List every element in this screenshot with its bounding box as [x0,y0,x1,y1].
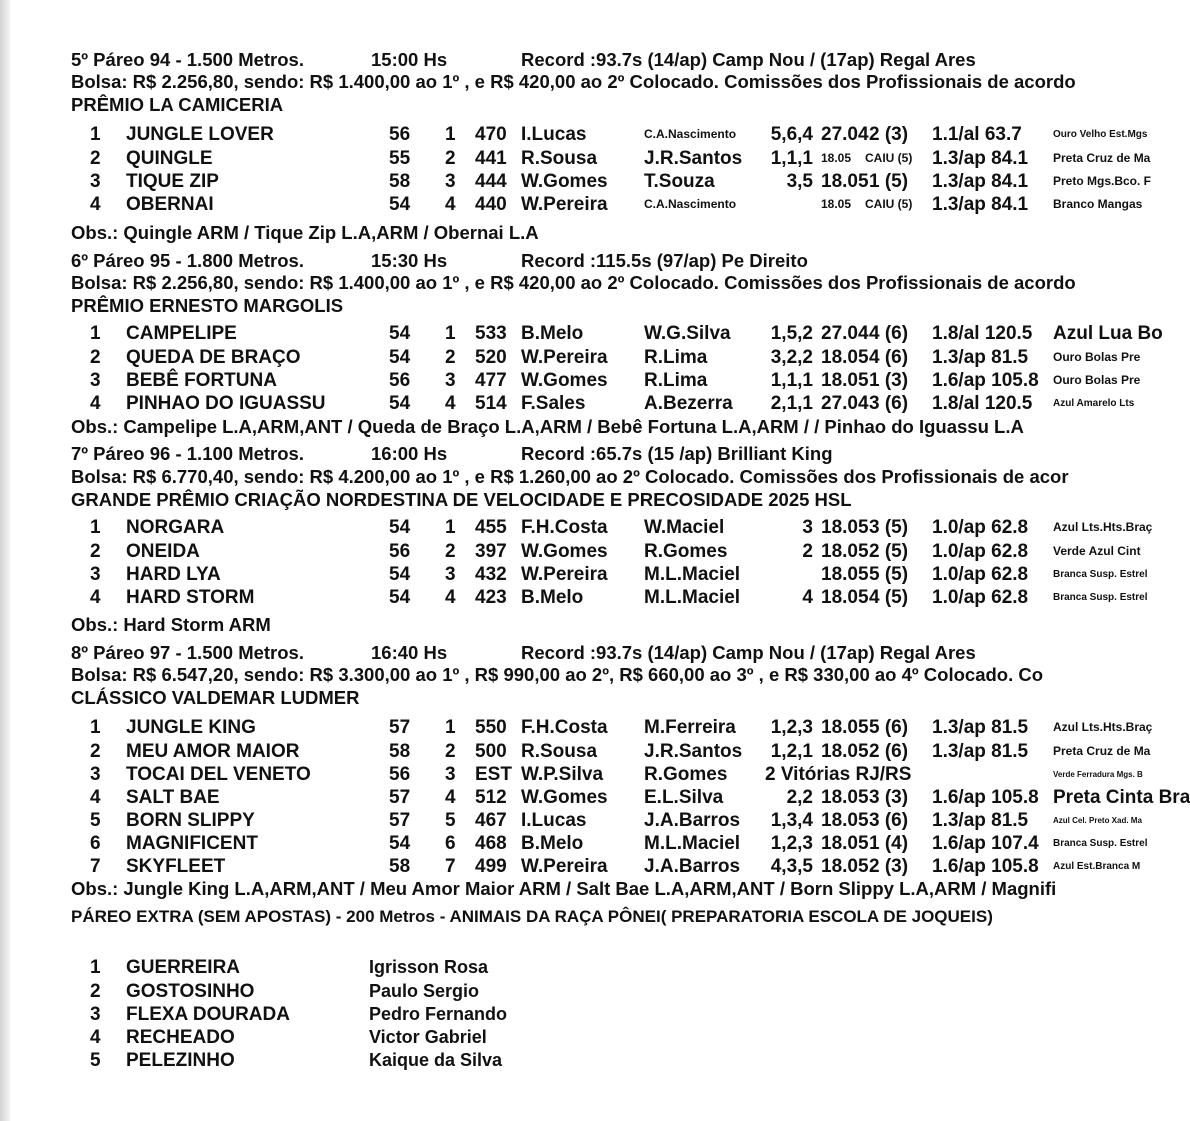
horse-jockey: I.Lucas [521,810,587,831]
horse-last-results: 1,1,1 [770,148,813,169]
horse-name: SALT BAE [126,787,220,808]
horse-last-results: 1,2,3 [770,833,813,854]
horse-number: 3 [90,764,101,785]
horse-silks-colors: Azul Est.Branca M [1053,861,1141,872]
horse-silks-colors: Branca Susp. Estrel [1053,592,1148,603]
horse-trainer: J.A.Barros [644,810,741,831]
horse-row [0,123,1170,146]
horse-number: 1 [90,323,101,344]
horse-last-place: 3 (5) [869,517,909,538]
horse-last-place: 1 (3) [869,370,909,391]
horse-row [0,322,1170,345]
horse-last-results: 3,2,2 [770,347,813,368]
race-observations: Obs.: Jungle King L.A,ARM,ANT / Meu Amor Maior ARM / Salt Bae L.A,ARM,ANT / Born Slippy L.A,ARM / Magnifi [71,878,1057,899]
extra-entry-name: GOSTOSINHO [126,981,255,1002]
race-time: 16:00 Hs [371,443,448,464]
extra-entry-row [0,1003,1170,1026]
horse-last-date: 18.05 [821,171,869,192]
race-record: Record :93.7s (14/ap) Camp Nou / (17ap) Regal Ares [521,642,976,663]
horse-gate: 1 [445,124,456,145]
horse-last-date: 27.04 [821,124,869,145]
horse-trainer: R.Gomes [644,541,728,562]
race-time: 15:00 Hs [371,49,448,70]
horse-gate: 2 [445,741,456,762]
race-time: 15:30 Hs [371,250,448,271]
horse-last-results: 4 [802,587,813,608]
horse-number: 2 [90,541,101,562]
horse-last-time: 1.3/ap 81.5 [932,741,1029,762]
horse-last-time: 1.6/ap 105.8 [932,370,1039,391]
extra-entry-number: 4 [90,1027,101,1048]
horse-last-results: 1,2,1 [770,741,813,762]
horse-last-results: 5,6,4 [770,124,813,145]
horse-weight: 56 [389,541,411,562]
horse-last-time: 1.1/al 63.7 [932,124,1022,145]
race-purse: Bolsa: R$ 6.770,40, sendo: R$ 4.200,00 ao 1º , e R$ 1.260,00 ao 2º Colocado. Comissões dos Profissionais de acor [71,466,1069,487]
horse-trainer: M.L.Maciel [644,564,741,585]
race-title: 6º Páreo 95 - 1.800 Metros. [71,250,304,271]
horse-name: HARD STORM [126,587,255,608]
horse-weight: 56 [389,764,411,785]
horse-gate: 3 [445,370,456,391]
horse-silks-colors: Azul Amarelo Lts [1053,398,1135,409]
horse-body-weight: 440 [475,194,507,215]
horse-last-place: 3 (3) [869,787,909,808]
horse-weight: 56 [389,124,411,145]
horse-weight: 58 [389,741,411,762]
horse-weight: 54 [389,194,411,215]
horse-jockey: R.Sousa [521,741,598,762]
horse-jockey: B.Melo [521,323,584,344]
extra-entry-row [0,956,1170,979]
horse-last-date: 18.05 [821,587,869,608]
horse-last-time: 1.3/ap 81.5 [932,810,1029,831]
horse-gate: 4 [445,393,456,414]
horse-name: MEU AMOR MAIOR [126,741,300,762]
horse-row [0,809,1170,832]
horse-body-weight: 470 [475,124,507,145]
race-prize-name: GRANDE PRÊMIO CRIAÇÃO NORDESTINA DE VELOCIDADE E PRECOSIDADE 2025 HSL [71,489,852,510]
horse-body-weight: EST [475,764,512,785]
horse-silks-colors: Azul Lts.Hts.Braç [1053,520,1153,534]
horse-silks-colors: Verde Azul Cint [1053,544,1141,558]
horse-last-results: 2 Vitórias RJ/RS [765,764,912,785]
horse-last-results: 4,3,5 [770,856,813,877]
horse-gate: 1 [445,323,456,344]
horse-last-time: 1.3/ap 81.5 [932,717,1029,738]
horse-gate: 2 [445,541,456,562]
horse-last-time: 1.3/ap 84.1 [932,171,1029,192]
horse-jockey: R.Sousa [521,148,598,169]
horse-last-date: 18.05 [821,787,869,808]
horse-trainer: W.G.Silva [644,323,731,344]
horse-trainer: C.A.Nascimento [644,197,737,211]
horse-name: QUEDA DE BRAÇO [126,347,301,368]
race-record: Record :115.5s (97/ap) Pe Direito [521,250,808,271]
horse-last-results: 2 [802,541,813,562]
horse-last-place: 2 (3) [869,124,909,145]
horse-last-date: 27.04 [821,323,869,344]
horse-weight: 54 [389,323,411,344]
race-observations: Obs.: Hard Storm ARM [71,614,271,635]
horse-name: PINHAO DO IGUASSU [126,393,326,414]
extra-entry-jockey: Pedro Fernando [369,1004,508,1024]
horse-silks-colors: Azul Lua Bo [1053,323,1163,344]
horse-silks-colors: Branca Susp. Estrel [1053,838,1148,849]
horse-last-place: 3 (6) [869,810,909,831]
horse-number: 3 [90,564,101,585]
horse-weight: 54 [389,833,411,854]
horse-last-time: 1.3/ap 84.1 [932,148,1029,169]
horse-name: MAGNIFICENT [126,833,258,854]
horse-last-results: 3 [802,517,813,538]
horse-jockey: F.H.Costa [521,517,608,538]
horse-last-place: 1 (5) [869,171,909,192]
horse-row [0,392,1170,415]
horse-body-weight: 477 [475,370,507,391]
extra-entry-jockey: Igrisson Rosa [369,957,489,977]
horse-last-date: 18.05 [821,856,869,877]
horse-name: SKYFLEET [126,856,226,877]
horse-row [0,763,1170,786]
horse-number: 6 [90,833,101,854]
extra-entry-row [0,980,1170,1003]
horse-weight: 54 [389,347,411,368]
horse-last-place: 5 (6) [869,717,909,738]
horse-row [0,740,1170,763]
horse-last-results: 1,2,3 [770,717,813,738]
horse-trainer: J.A.Barros [644,856,741,877]
horse-body-weight: 550 [475,717,507,738]
horse-body-weight: 455 [475,517,507,538]
horse-number: 5 [90,810,101,831]
horse-silks-colors: Ouro Bolas Pre [1053,350,1141,364]
race-record: Record :93.7s (14/ap) Camp Nou / (17ap) Regal Ares [521,49,976,70]
horse-last-date: 27.04 [821,393,869,414]
extra-entry-name: PELEZINHO [126,1050,235,1071]
horse-last-results: 1,1,1 [770,370,813,391]
extra-entry-number: 1 [90,957,101,978]
horse-gate: 1 [445,717,456,738]
horse-row [0,170,1170,193]
horse-gate: 2 [445,148,456,169]
horse-weight: 58 [389,856,411,877]
horse-row [0,832,1170,855]
extra-entry-row [0,1049,1170,1072]
horse-number: 2 [90,148,101,169]
horse-silks-colors: Ouro Velho Est.Mgs [1053,129,1148,140]
extra-entry-name: FLEXA DOURADA [126,1004,290,1025]
horse-trainer: M.L.Maciel [644,587,741,608]
horse-gate: 3 [445,171,456,192]
horse-number: 4 [90,393,101,414]
horse-silks-colors: Ouro Bolas Pre [1053,373,1141,387]
horse-row [0,346,1170,369]
horse-body-weight: 467 [475,810,507,831]
race-time: 16:40 Hs [371,642,448,663]
horse-row [0,193,1170,216]
horse-weight: 57 [389,717,411,738]
horse-name: HARD LYA [126,564,221,585]
horse-row [0,540,1170,563]
horse-trainer: E.L.Silva [644,787,724,808]
horse-gate: 6 [445,833,456,854]
horse-silks-colors: Branco Mangas [1053,197,1143,211]
horse-last-place: 3 (6) [869,393,909,414]
horse-gate: 4 [445,587,456,608]
horse-body-weight: 444 [475,171,507,192]
horse-gate: 2 [445,347,456,368]
horse-body-weight: 514 [475,393,507,414]
horse-last-place: 4 (6) [869,323,909,344]
extra-race-title: PÁREO EXTRA (SEM APOSTAS) - 200 Metros - ANIMAIS DA RAÇA PÔNEI( PREPARATORIA ESCOLA DE JOQUEIS) [71,907,993,926]
horse-jockey: W.Pereira [521,564,608,585]
race-title: 7º Páreo 96 - 1.100 Metros. [71,443,304,464]
horse-weight: 56 [389,370,411,391]
extra-entry-jockey: Victor Gabriel [369,1027,487,1047]
horse-last-results: 1,3,4 [770,810,813,831]
horse-body-weight: 499 [475,856,507,877]
horse-last-date: 18.05 [821,347,869,368]
horse-body-weight: 512 [475,787,507,808]
horse-body-weight: 468 [475,833,507,854]
horse-last-place: 4 (6) [869,347,909,368]
horse-last-time: 1.0/ap 62.8 [932,541,1029,562]
race-prize-name: CLÁSSICO VALDEMAR LUDMER [71,687,360,708]
horse-number: 4 [90,194,101,215]
horse-trainer: R.Gomes [644,764,728,785]
horse-row [0,855,1170,878]
horse-weight: 54 [389,517,411,538]
horse-number: 2 [90,347,101,368]
horse-body-weight: 397 [475,541,507,562]
extra-entry-number: 5 [90,1050,101,1071]
horse-body-weight: 432 [475,564,507,585]
extra-entry-jockey: Kaique da Silva [369,1050,503,1070]
horse-last-place: CAIU (5) [865,151,913,165]
horse-jockey: W.Gomes [521,171,608,192]
horse-body-weight: 500 [475,741,507,762]
horse-weight: 55 [389,148,411,169]
horse-jockey: W.Gomes [521,541,608,562]
horse-jockey: W.Pereira [521,856,608,877]
horse-last-time: 1.8/al 120.5 [932,323,1033,344]
horse-row [0,516,1170,539]
horse-weight: 54 [389,564,411,585]
horse-number: 1 [90,124,101,145]
horse-gate: 1 [445,517,456,538]
horse-number: 4 [90,787,101,808]
horse-gate: 3 [445,764,456,785]
horse-body-weight: 533 [475,323,507,344]
horse-last-date: 18.05 [821,517,869,538]
horse-number: 3 [90,171,101,192]
horse-row [0,563,1170,586]
horse-row [0,786,1190,809]
horse-jockey: I.Lucas [521,124,587,145]
horse-trainer: R.Lima [644,347,708,368]
horse-last-results: 2,1,1 [770,393,813,414]
race-record: Record :65.7s (15 /ap) Brilliant King [521,443,833,464]
horse-last-place: 1 (4) [869,833,909,854]
horse-last-time: 1.6/ap 107.4 [932,833,1039,854]
horse-number: 2 [90,741,101,762]
race-title: 8º Páreo 97 - 1.500 Metros. [71,642,304,663]
horse-trainer: T.Souza [644,171,715,192]
horse-number: 7 [90,856,101,877]
race-prize-name: PRÊMIO LA CAMICERIA [71,94,284,115]
race-purse: Bolsa: R$ 2.256,80, sendo: R$ 1.400,00 ao 1º , e R$ 420,00 ao 2º Colocado. Comissões dos Profissionais de acordo [71,272,1076,293]
horse-last-place: 2 (5) [869,541,909,562]
horse-last-time: 1.3/ap 81.5 [932,347,1029,368]
horse-silks-colors: Preta Cruz de Ma [1053,744,1151,758]
horse-jockey: W.Gomes [521,370,608,391]
horse-gate: 5 [445,810,456,831]
horse-trainer: M.Ferreira [644,717,736,738]
horse-last-date: 18.05 [821,833,869,854]
horse-last-date: 18.05 [821,197,852,211]
horse-gate: 3 [445,564,456,585]
horse-last-date: 18.05 [821,541,869,562]
race-purse: Bolsa: R$ 6.547,20, sendo: R$ 3.300,00 ao 1º , R$ 990,00 ao 2º, R$ 660,00 ao 3º , e R$ 330,00 ao 4º Colocado. Co [71,664,1044,685]
horse-last-date: 18.05 [821,370,869,391]
extra-entry-row [0,1026,1170,1049]
horse-name: CAMPELIPE [126,323,237,344]
extra-entry-name: RECHEADO [126,1027,235,1048]
horse-jockey: W.Pereira [521,194,608,215]
horse-silks-colors: Branca Susp. Estrel [1053,569,1148,580]
horse-name: BORN SLIPPY [126,810,255,831]
horse-name: ONEIDA [126,541,200,562]
horse-jockey: B.Melo [521,833,584,854]
horse-silks-colors: Azul Lts.Hts.Braç [1053,720,1153,734]
horse-last-results: 1,5,2 [770,323,813,344]
horse-weight: 58 [389,171,411,192]
horse-silks-colors: Azul Cel. Preto Xad. Ma [1053,816,1142,825]
horse-last-time: 1.0/ap 62.8 [932,587,1029,608]
horse-gate: 4 [445,787,456,808]
horse-trainer: R.Lima [644,370,708,391]
horse-name: OBERNAI [126,194,214,215]
horse-number: 1 [90,717,101,738]
horse-last-place: 4 (5) [869,587,909,608]
horse-last-time: 1.8/al 120.5 [932,393,1033,414]
horse-last-date: 18.05 [821,717,869,738]
horse-trainer: J.R.Santos [644,741,743,762]
extra-entry-jockey: Paulo Sergio [369,981,480,1001]
horse-last-date: 18.05 [821,564,869,585]
horse-silks-colors: Preta Cinta Bra [1053,787,1190,808]
race-observations: Obs.: Quingle ARM / Tique Zip L.A,ARM / Obernai L.A [71,222,539,243]
race-title: 5º Páreo 94 - 1.500 Metros. [71,49,304,70]
horse-jockey: F.Sales [521,393,586,414]
horse-last-place: 5 (5) [869,564,909,585]
horse-trainer: A.Bezerra [644,393,733,414]
horse-name: NORGARA [126,517,225,538]
horse-jockey: F.H.Costa [521,717,608,738]
horse-last-place: 2 (3) [869,856,909,877]
horse-body-weight: 441 [475,148,507,169]
race-observations: Obs.: Campelipe L.A,ARM,ANT / Queda de Braço L.A,ARM / Bebê Fortuna L.A,ARM / / Pinhao do Iguassu L.A [71,416,1024,437]
horse-weight: 57 [389,810,411,831]
horse-trainer: J.R.Santos [644,148,743,169]
horse-weight: 54 [389,393,411,414]
horse-name: JUNGLE KING [126,717,256,738]
horse-last-date: 18.05 [821,151,852,165]
horse-row [0,369,1170,392]
horse-name: TOCAI DEL VENETO [126,764,311,785]
horse-last-time: 1.3/ap 84.1 [932,194,1029,215]
horse-trainer: M.L.Maciel [644,833,741,854]
horse-jockey: B.Melo [521,587,584,608]
horse-row [0,586,1170,609]
horse-jockey: W.Gomes [521,787,608,808]
horse-silks-colors: Verde Ferradura Mgs. B [1053,770,1143,779]
horse-number: 3 [90,370,101,391]
horse-last-time: 1.6/ap 105.8 [932,787,1039,808]
horse-last-date: 18.05 [821,810,869,831]
horse-name: TIQUE ZIP [126,171,219,192]
horse-last-date: 18.05 [821,741,869,762]
horse-last-time: 1.6/ap 105.8 [932,856,1039,877]
horse-gate: 4 [445,194,456,215]
race-purse: Bolsa: R$ 2.256,80, sendo: R$ 1.400,00 ao 1º , e R$ 420,00 ao 2º Colocado. Comissões dos Profissionais de acordo [71,71,1076,92]
horse-jockey: W.Pereira [521,347,608,368]
horse-name: BEBÊ FORTUNA [126,370,277,391]
horse-silks-colors: Preta Cruz de Ma [1053,151,1151,165]
horse-weight: 54 [389,587,411,608]
horse-row [0,147,1170,170]
horse-last-place: 2 (6) [869,741,909,762]
horse-last-time: 1.0/ap 62.8 [932,564,1029,585]
horse-body-weight: 423 [475,587,507,608]
horse-number: 4 [90,587,101,608]
race-prize-name: PRÊMIO ERNESTO MARGOLIS [71,295,344,316]
horse-last-time: 1.0/ap 62.8 [932,517,1029,538]
horse-gate: 7 [445,856,456,877]
extra-entry-name: GUERREIRA [126,957,241,978]
horse-body-weight: 520 [475,347,507,368]
horse-last-place: CAIU (5) [865,197,913,211]
horse-jockey: W.P.Silva [521,764,604,785]
horse-silks-colors: Preto Mgs.Bco. F [1053,174,1152,188]
horse-weight: 57 [389,787,411,808]
horse-row [0,716,1170,739]
extra-entry-number: 3 [90,1004,101,1025]
horse-number: 1 [90,517,101,538]
horse-trainer: C.A.Nascimento [644,127,737,141]
horse-name: QUINGLE [126,148,213,169]
horse-last-results: 2,2 [786,787,813,808]
horse-name: JUNGLE LOVER [126,124,274,145]
horse-trainer: W.Maciel [644,517,725,538]
extra-entry-number: 2 [90,981,101,1002]
horse-last-results: 3,5 [786,171,813,192]
